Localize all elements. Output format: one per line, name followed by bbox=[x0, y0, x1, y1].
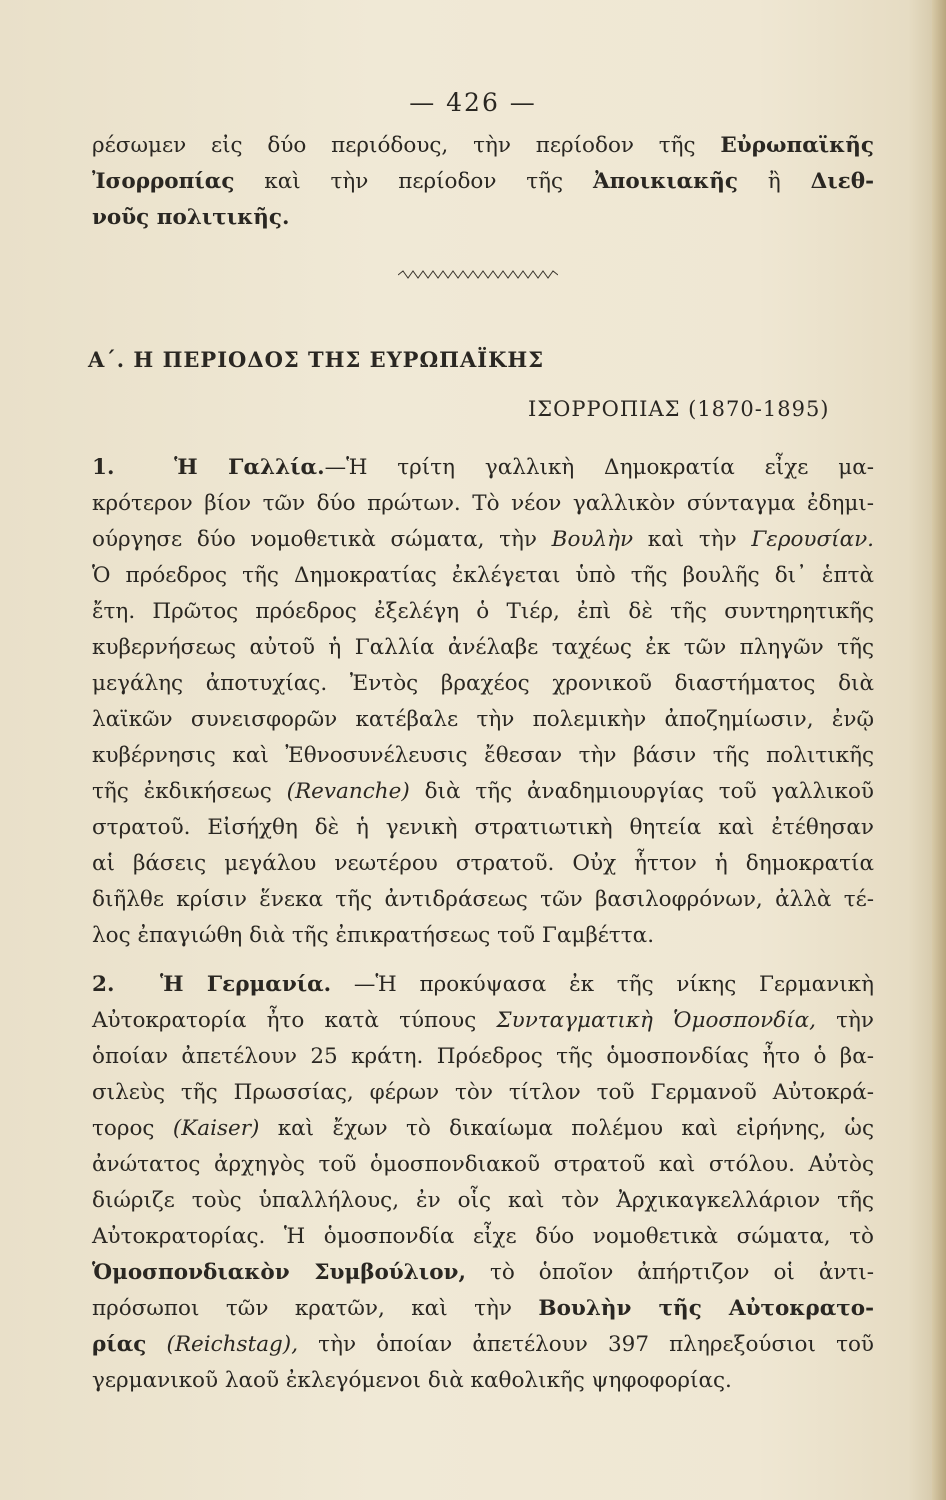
text-line: μεγάλης ἀποτυχίας. Ἐντὸς βραχέος χρονικοῦ διαστήματος διὰ bbox=[92, 671, 874, 696]
text-line: 1. Ἡ Γαλλία.—Ἡ τρίτη γαλλικὴ Δημοκρατία εἶχε μα- bbox=[92, 455, 875, 480]
text-line: 2. Ἡ Γερμανία. —Ἡ προκύψασα ἐκ τῆς νίκης Γερμανικὴ bbox=[92, 972, 874, 997]
section-title: Ἡ Γαλλία. bbox=[174, 455, 325, 480]
section-number: 2. bbox=[92, 972, 115, 997]
text-line: νοῦς πολιτικῆς. bbox=[92, 205, 290, 230]
wavy-divider-ornament bbox=[398, 268, 558, 282]
text-line: Αὐτοκρατορία ἦτο κατὰ τύπους Συνταγματικὴ Ὁμοσπονδία, τὴν bbox=[92, 1008, 874, 1033]
text-line: ούργησε δύο νομοθετικὰ σώματα, τὴν Βουλὴν καὶ τὴν Γερουσίαν. bbox=[92, 527, 875, 552]
text-line: αἱ βάσεις μεγάλου νεωτέρου στρατοῦ. Οὐχ ἧττον ἡ δημοκρατία bbox=[92, 851, 874, 876]
text-line: Ὁμοσπονδιακὸν Συμβούλιον, τὸ ὁποῖον ἀπήρτιζον οἱ ἀντι- bbox=[92, 1260, 874, 1285]
page-number: — 426 — bbox=[409, 88, 537, 117]
text-line: ρίας (Reichstag), τὴν ὁποίαν ἀπετέλουν 397 πληρεξούσιοι τοῦ bbox=[92, 1332, 874, 1357]
text-line: ἔτη. Πρῶτος πρόεδρος ἐξελέγη ὁ Τιέρ, ἐπὶ δὲ τῆς συντηρητικῆς bbox=[92, 599, 874, 624]
text-line: τορος (Kaiser) καὶ ἔχων τὸ δικαίωμα πολέμου καὶ εἰρήνης, ὡς bbox=[92, 1116, 874, 1141]
text-line: στρατοῦ. Εἰσήχθη δὲ ἡ γενικὴ στρατιωτικὴ θητεία καὶ ἐτέθησαν bbox=[92, 815, 874, 840]
text-line: ὁποίαν ἀπετέλουν 25 κράτη. Πρόεδρος τῆς ὁμοσπονδίας ἦτο ὁ βα- bbox=[92, 1044, 874, 1069]
text-line: λος ἐπαγιώθη διὰ τῆς ἐπικρατήσεως τοῦ Γαμβέττα. bbox=[92, 923, 655, 948]
section-heading-continuation: ΙΣΟΡΡΟΠΙΑΣ (1870-1895) bbox=[528, 397, 830, 421]
text-line: τῆς ἐκδικήσεως (Revanche) διὰ τῆς ἀναδημιουργίας τοῦ γαλλικοῦ bbox=[92, 779, 875, 804]
page-edge-shadow bbox=[932, 0, 946, 1500]
text-line: ἀνώτατος ἀρχηγὸς τοῦ ὁμοσπονδιακοῦ στρατοῦ καὶ στόλου. Αὐτὸς bbox=[92, 1152, 874, 1177]
text-line: ρέσωμεν εἰς δύο περιόδους, τὴν περίοδον τῆς Εὐρωπαϊκῆς bbox=[92, 133, 874, 158]
text-line: Αὐτοκρατορίας. Ἡ ὁμοσπονδία εἶχε δύο νομοθετικὰ σώματα, τὸ bbox=[92, 1224, 874, 1249]
section-title: Ἡ Γερμανία. bbox=[159, 972, 332, 997]
text-line: λαϊκῶν συνεισφορῶν κατέβαλε τὴν πολεμικὴν ἀποζημίωσιν, ἐνῷ bbox=[92, 707, 874, 732]
text-line: κρότερον βίον τῶν δύο πρώτων. Τὸ νέον γαλλικὸν σύνταγμα ἐδημι- bbox=[92, 491, 874, 516]
text-line: διώριζε τοὺς ὑπαλλήλους, ἐν οἷς καὶ τὸν Ἀρχικαγκελλάριον τῆς bbox=[92, 1188, 874, 1213]
text-line: γερμανικοῦ λαοῦ ἐκλεγόμενοι διὰ καθολικῆς ψηφοφορίας. bbox=[92, 1368, 732, 1393]
text-line: σιλεὺς τῆς Πρωσσίας, φέρων τὸν τίτλον τοῦ Γερμανοῦ Αὐτοκρά- bbox=[92, 1080, 874, 1105]
section-heading: Α΄. Η ΠΕΡΙΟΔΟΣ ΤΗΣ ΕΥΡΩΠΑΪΚΗΣ bbox=[88, 347, 545, 372]
text-line: πρόσωποι τῶν κρατῶν, καὶ τὴν Βουλὴν τῆς Αὐτοκρατο- bbox=[92, 1296, 874, 1321]
section-number: 1. bbox=[92, 455, 115, 480]
text-line: κυβέρνησις καὶ Ἐθνοσυνέλευσις ἔθεσαν τὴν βάσιν τῆς πολιτικῆς bbox=[92, 743, 874, 768]
text-line: Ὁ πρόεδρος τῆς Δημοκρατίας ἐκλέγεται ὑπὸ τῆς βουλῆς δι᾽ ἑπτὰ bbox=[92, 563, 874, 588]
text-line: κυβερνήσεως αὐτοῦ ἡ Γαλλία ἀνέλαβε ταχέως ἐκ τῶν πληγῶν τῆς bbox=[92, 635, 874, 660]
text-line: διῆλθε κρίσιν ἕνεκα τῆς ἀντιδράσεως τῶν βασιλοφρόνων, ἀλλὰ τέ- bbox=[92, 887, 874, 912]
text-line: Ἰσορροπίας καὶ τὴν περίοδον τῆς Ἀποικιακῆς ἢ Διεθ- bbox=[92, 169, 874, 194]
